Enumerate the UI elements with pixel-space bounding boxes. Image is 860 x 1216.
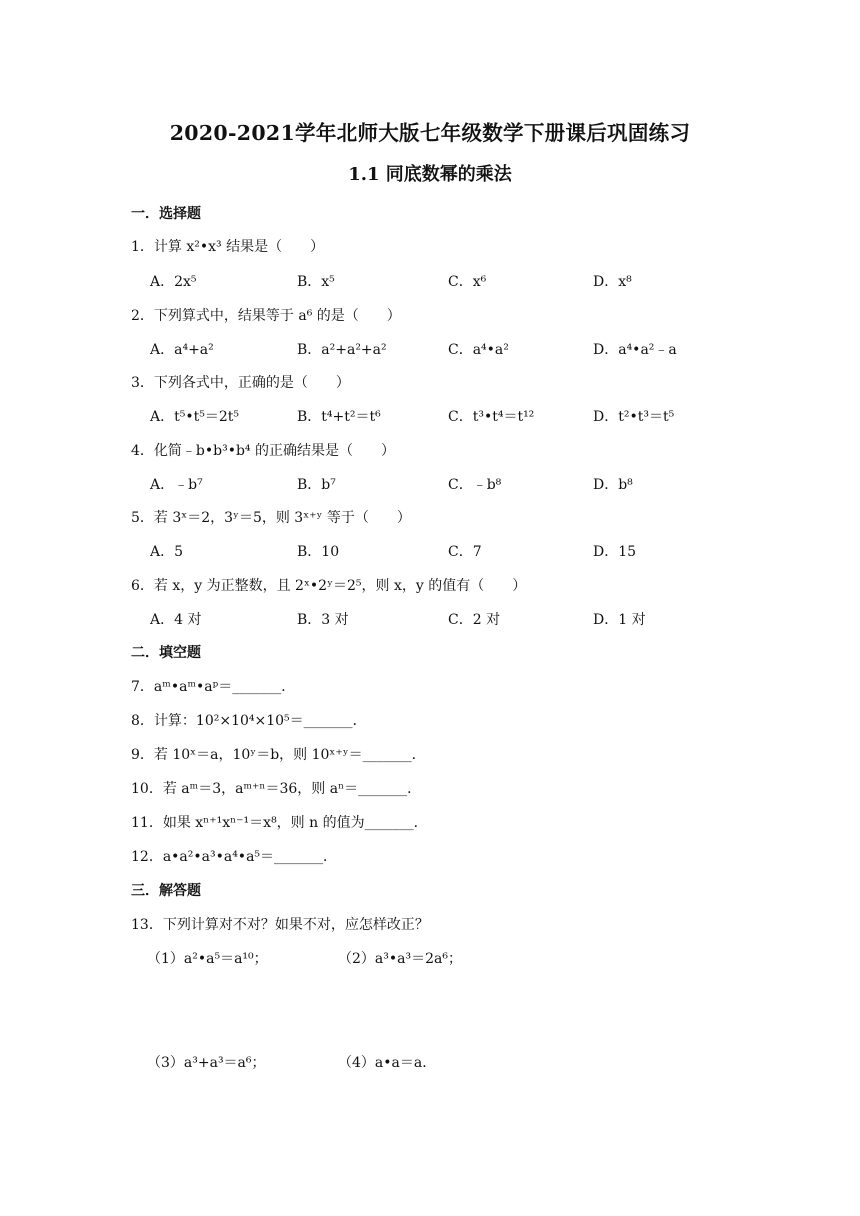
options-6 (150, 609, 750, 629)
question-6: 6．若 x，y 为正整数，且 2ˣ•2ʸ＝2⁵，则 x，y 的值有（ ） (131, 578, 527, 594)
option-a: A．﹣b⁷ (150, 477, 203, 493)
option-d: D．x⁸ (593, 274, 632, 290)
question-13-part-4: （4）a•a＝a． (338, 1055, 437, 1071)
question-13-part-1: （1）a²•a⁵＝a¹⁰； (147, 951, 268, 967)
option-c: C．a⁴•a² (448, 342, 509, 358)
document-subtitle: 1.1 同底数幂的乘法 (348, 164, 512, 185)
option-b: B．3 对 (297, 612, 349, 628)
option-a: A．t⁵•t⁵＝2t⁵ (150, 409, 239, 425)
question-13: 13．下列计算对不对？如果不对，应怎样改正？ (131, 917, 429, 933)
option-a: A．4 对 (150, 612, 202, 628)
question-5: 5．若 3ˣ＝2，3ʸ＝5，则 3ˣ⁺ʸ 等于（ ） (131, 510, 411, 526)
options-3 (150, 406, 750, 426)
document-title: 2020-2021学年北师大版七年级数学下册课后巩固练习 (169, 121, 691, 145)
question-7: 7．aᵐ•aᵐ•aᵖ＝_______． (131, 679, 296, 695)
option-b: B．a²+a²+a² (297, 342, 387, 358)
section-heading-choice: 一．选择题 (131, 206, 201, 222)
options-4 (150, 474, 750, 494)
option-b: B．10 (297, 544, 340, 560)
option-c: C．t³•t⁴＝t¹² (448, 409, 535, 425)
option-b: B．b⁷ (297, 477, 336, 493)
options-5 (150, 541, 750, 561)
question-13-part-2: （2）a³•a³＝2a⁶； (338, 951, 462, 967)
option-c: C．x⁶ (448, 274, 487, 290)
option-b: B．x⁵ (297, 274, 335, 290)
option-d: D．15 (593, 544, 637, 560)
option-d: D．a⁴•a²﹣a (593, 342, 677, 358)
options-1 (150, 271, 750, 291)
option-b: B．t⁴+t²＝t⁶ (297, 409, 381, 425)
option-a: A．a⁴+a² (150, 342, 214, 358)
option-c: C．2 对 (448, 612, 501, 628)
section-heading-solve: 三．解答题 (131, 883, 201, 899)
option-a: A．5 (150, 544, 184, 560)
question-3: 3．下列各式中，正确的是（ ） (131, 375, 350, 391)
question-10: 10．若 aᵐ＝3，aᵐ⁺ⁿ＝36，则 aⁿ＝_______． (131, 781, 422, 797)
question-9: 9．若 10ˣ＝a，10ʸ＝b，则 10ˣ⁺ʸ＝_______． (131, 747, 426, 763)
question-11: 11．如果 xⁿ⁺¹xⁿ⁻¹＝x⁸，则 n 的值为_______． (131, 815, 428, 831)
option-d: D．b⁸ (593, 477, 633, 493)
option-c: C．﹣b⁸ (448, 477, 502, 493)
question-8: 8．计算：10²×10⁴×10⁵＝_______． (131, 713, 367, 729)
question-2: 2．下列算式中，结果等于 a⁶ 的是（ ） (131, 308, 401, 324)
option-d: D．t²•t³＝t⁵ (593, 409, 675, 425)
options-2 (150, 339, 750, 359)
question-13-part-3: （3）a³+a³＝a⁶； (147, 1055, 266, 1071)
question-4: 4．化简﹣b•b³•b⁴ 的正确结果是（ ） (131, 443, 395, 459)
option-d: D．1 对 (593, 612, 646, 628)
section-heading-fill: 二．填空题 (131, 645, 201, 661)
question-12: 12．a•a²•a³•a⁴•a⁵＝_______． (131, 849, 338, 865)
question-1: 1．计算 x²•x³ 结果是（ ） (131, 239, 325, 255)
option-c: C．7 (448, 544, 482, 560)
option-a: A．2x⁵ (150, 274, 197, 290)
